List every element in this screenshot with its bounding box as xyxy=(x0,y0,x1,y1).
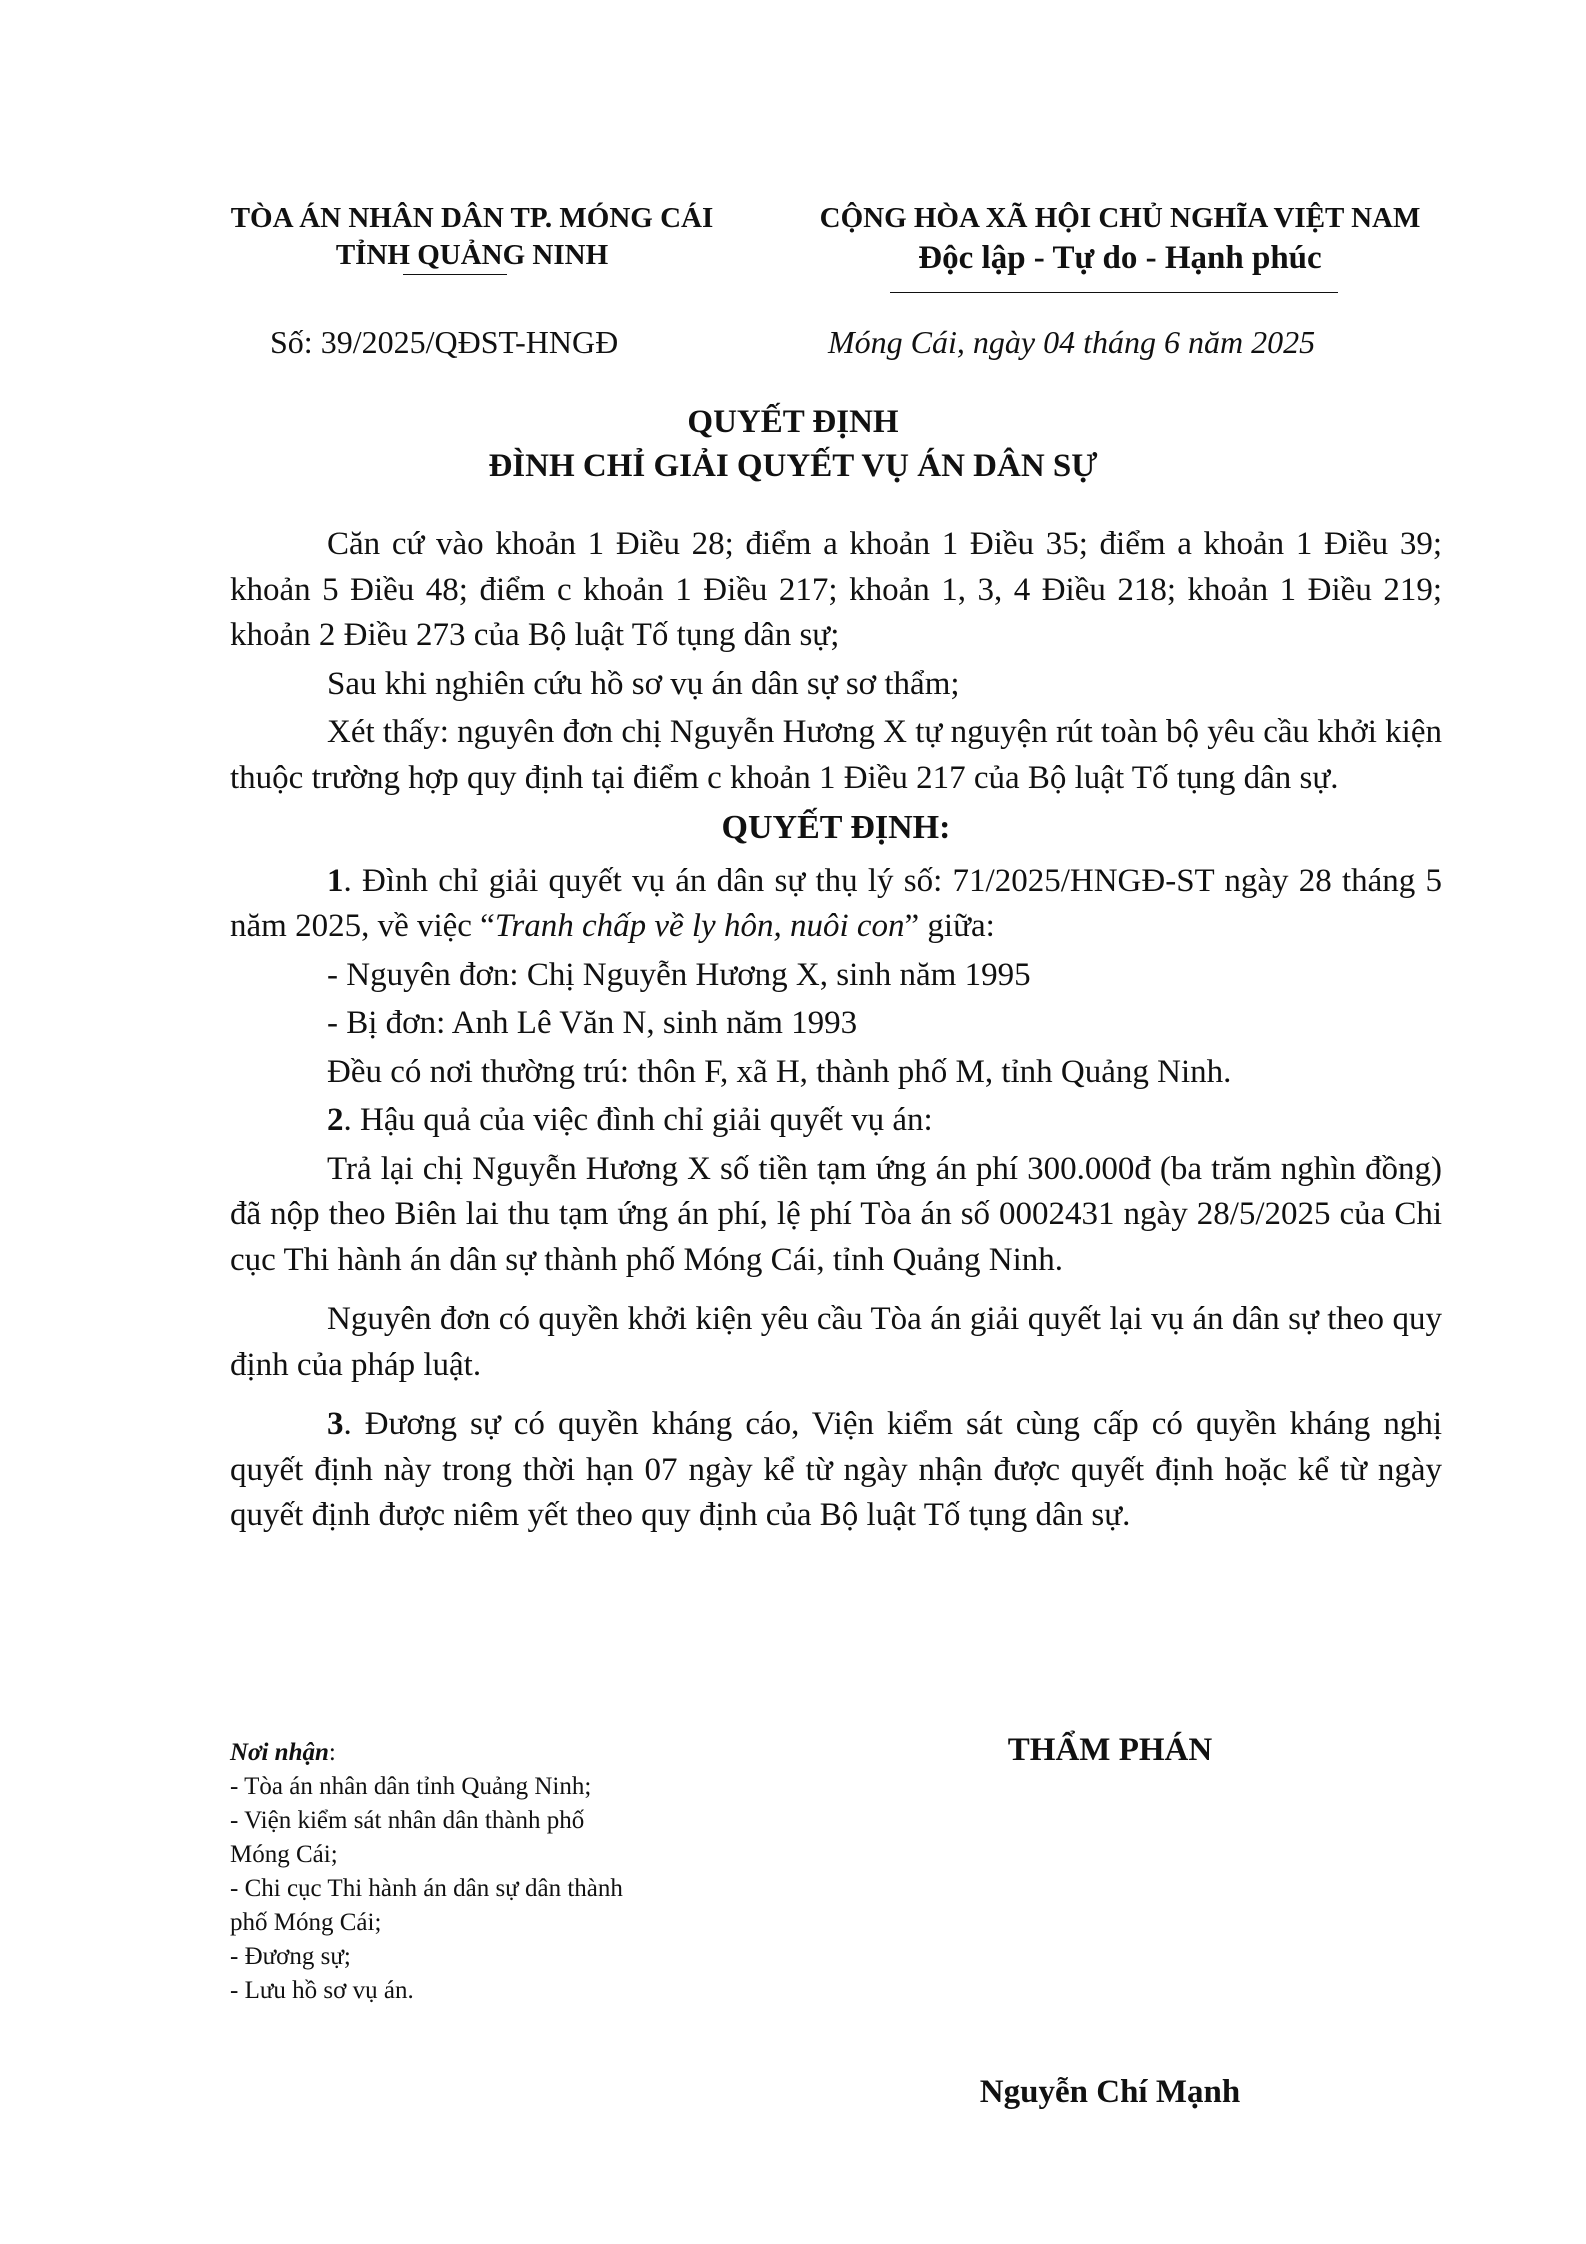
recipient-line: phố Móng Cái; xyxy=(230,1909,382,1936)
legal-basis-paragraph: Căn cứ vào khoản 1 Điều 28; điểm a khoản 1 Điều 35; điểm a khoản 1 Điều 39; khoản 5 Điều 48; điểm c khoản 1 Điều 217; khoản 1, 3, 4 Điều 218; khoản 1 Điều 219; khoản 2 Điều 273 của Bộ luật Tố tụng dân sự; xyxy=(230,526,1442,653)
place-and-date: Móng Cái, ngày 04 tháng 6 năm 2025 xyxy=(828,324,1316,360)
title-line-1: QUYẾT ĐỊNH xyxy=(687,404,899,440)
recipient-line: - Chi cục Thi hành án dân sự dân thành xyxy=(230,1875,623,1902)
defendant-line: - Bị đơn: Anh Lê Văn N, sinh năm 1993 xyxy=(327,1005,858,1041)
recipient-line: - Lưu hồ sơ vụ án. xyxy=(230,1977,414,2004)
case-subject: Tranh chấp về ly hôn, nuôi con xyxy=(494,908,905,944)
refund-paragraph: Trả lại chị Nguyễn Hương X số tiền tạm ứng án phí 300.000đ (ba trăm nghìn đồng) đã nộp theo Biên lai thu tạm ứng án phí, lệ phí Tòa án số 0002431 ngày 28/5/2025 của Chi cục Thi hành án dân sự thành phố Móng Cái, tỉnh Quảng Ninh. xyxy=(230,1150,1442,1278)
decision-item-2 xyxy=(230,1098,1442,1144)
recipients-title-colon: : xyxy=(328,1739,336,1766)
signer-title: THẨM PHÁN xyxy=(1007,1732,1213,1768)
court-name: TÒA ÁN NHÂN DÂN TP. MÓNG CÁI xyxy=(230,202,714,234)
national-header xyxy=(760,200,1480,279)
considering-paragraph: Xét thấy: nguyên đơn chị Nguyễn Hương X tự nguyện rút toàn bộ yêu cầu khởi kiện thuộc trường hợp quy định tại điểm c khoản 1 Điều 217 của Bộ luật Tố tụng dân sự. xyxy=(230,714,1442,796)
item-1-text-after: ” giữa: xyxy=(904,908,995,944)
decision-item-3 xyxy=(230,1402,1442,1539)
right-to-sue-paragraph: Nguyên đơn có quyền khởi kiện yêu cầu Tòa án giải quyết lại vụ án dân sự theo quy định của pháp luật. xyxy=(230,1301,1442,1383)
item-2-heading: . Hậu quả của việc đình chỉ giải quyết vụ án: xyxy=(343,1102,933,1138)
item-2-number: 2 xyxy=(327,1102,344,1138)
recipient-line: - Tòa án nhân dân tỉnh Quảng Ninh; xyxy=(230,1773,592,1800)
recipient-line: - Đương sự; xyxy=(230,1943,351,1970)
court-province: TỈNH QUẢNG NINH xyxy=(335,239,609,271)
residence-line: Đều có nơi thường trú: thôn F, xã H, thành phố M, tỉnh Quảng Ninh. xyxy=(327,1053,1232,1090)
recipient-line: Móng Cái; xyxy=(230,1841,338,1868)
document-title xyxy=(0,400,1586,488)
item-1-number: 1 xyxy=(327,862,344,899)
recipients-block xyxy=(230,1736,730,2008)
recipient-line: - Viện kiểm sát nhân dân thành phố xyxy=(230,1807,585,1834)
review-paragraph: Sau khi nghiên cứu hồ sơ vụ án dân sự sơ thẩm; xyxy=(327,665,960,702)
national-motto: Độc lập - Tự do - Hạnh phúc xyxy=(918,240,1322,276)
nation-name: CỘNG HÒA XÃ HỘI CHỦ NGHĨA VIỆT NAM xyxy=(819,202,1421,234)
document-body xyxy=(230,522,1442,1542)
recipients-title-line xyxy=(230,1736,730,1770)
plaintiff-line: - Nguyên đơn: Chị Nguyễn Hương X, sinh năm 1995 xyxy=(327,956,1031,993)
court-header-underline xyxy=(403,274,507,275)
decision-heading: QUYẾT ĐỊNH: xyxy=(721,809,951,846)
signer-name: Nguyễn Chí Mạnh xyxy=(979,2074,1241,2110)
item-1-text-before: . Đình chỉ giải quyết vụ án dân sự thụ lý số: 71/2025/HNGĐ-ST ngày 28 tháng 5 năm 2025, về việc “ xyxy=(230,862,1442,944)
recipients-title: Nơi nhận xyxy=(230,1739,329,1766)
decision-item-1 xyxy=(230,859,1442,950)
court-header xyxy=(196,200,748,274)
title-line-2: ĐÌNH CHỈ GIẢI QUYẾT VỤ ÁN DÂN SỰ xyxy=(488,448,1098,484)
motto-underline xyxy=(890,292,1338,293)
document-number: Số: 39/2025/QĐST-HNGĐ xyxy=(270,324,619,360)
item-3-text: . Đương sự có quyền kháng cáo, Viện kiểm sát cùng cấp có quyền kháng nghị quyết định này trong thời hạn 07 ngày kể từ ngày nhận được quyết định hoặc kể từ ngày quyết định được niêm yết theo quy định của Bộ luật Tố tụng dân sự. xyxy=(230,1406,1442,1533)
item-3-number: 3 xyxy=(327,1406,344,1442)
